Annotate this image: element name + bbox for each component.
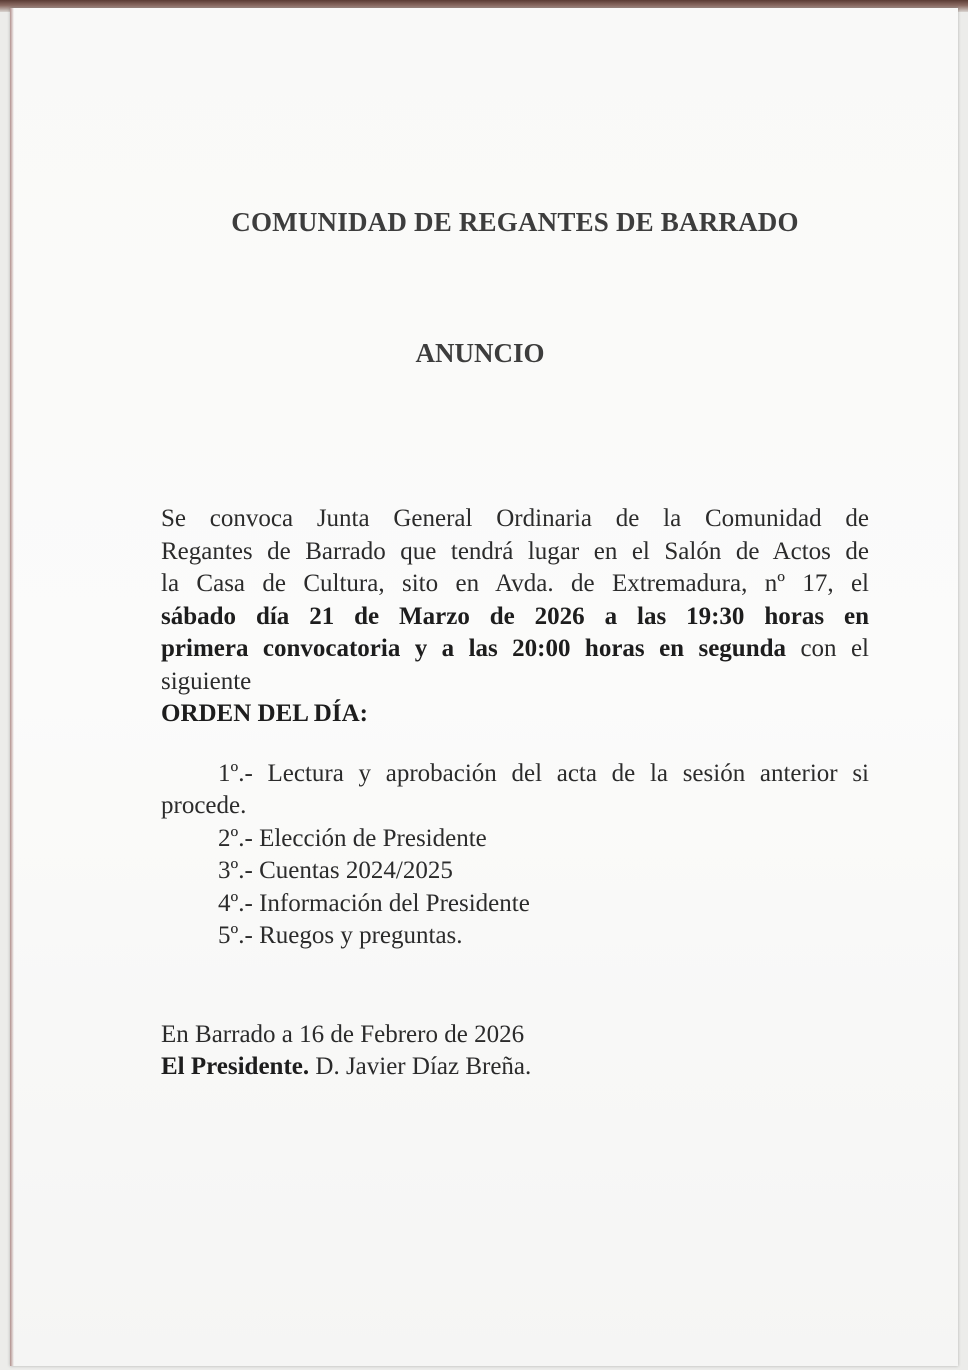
intro-paragraph — [161, 503, 869, 698]
intro-line-4 — [161, 601, 869, 634]
intro-line-3: la Casa de Cultura, sito en Avda. de Extremadura, nº 17, el — [161, 570, 869, 597]
intro-line-6: siguiente — [161, 667, 252, 695]
agenda-heading: ORDEN DEL DÍA: — [161, 700, 368, 727]
document-subtitle: ANUNCIO — [415, 338, 545, 368]
intro-line-2: Regantes de Barrado que tendrá lugar en el Salón de Actos de — [161, 537, 869, 565]
agenda-list — [161, 758, 869, 953]
document-footer — [161, 1019, 869, 1084]
signature-name: D. Javier Díaz Breña. — [309, 1053, 532, 1080]
intro-line-1: Se convoca Junta General Ordinaria de la Comunidad de — [161, 505, 869, 532]
agenda-item-3: 3º.- Cuentas 2024/2025 — [218, 857, 453, 884]
document-title: COMUNIDAD DE REGANTES DE BARRADO — [231, 207, 799, 237]
signature-role: El Presidente. — [161, 1053, 310, 1080]
agenda-item-1-continuation: procede. — [161, 792, 247, 819]
meeting-call-text: primera convocatoria y a las 20:00 horas en segunda — [161, 635, 787, 662]
signature — [161, 1051, 869, 1084]
agenda-item-5: 5º.- Ruegos y preguntas. — [218, 922, 463, 949]
intro-line-5 — [161, 633, 869, 666]
meeting-date-text: sábado día 21 de Marzo de 2026 a las 19:30 horas en — [161, 602, 869, 630]
agenda-item-1: 1º.- Lectura y aprobación del acta de la sesión anterior si — [218, 759, 869, 787]
document-body — [161, 503, 869, 1084]
place-date: En Barrado a 16 de Febrero de 2026 — [161, 1020, 525, 1048]
agenda-item-2: 2º.- Elección de Presidente — [218, 824, 487, 852]
after-bold-text: con el — [786, 635, 870, 662]
agenda-item-4: 4º.- Información del Presidente — [218, 889, 530, 917]
